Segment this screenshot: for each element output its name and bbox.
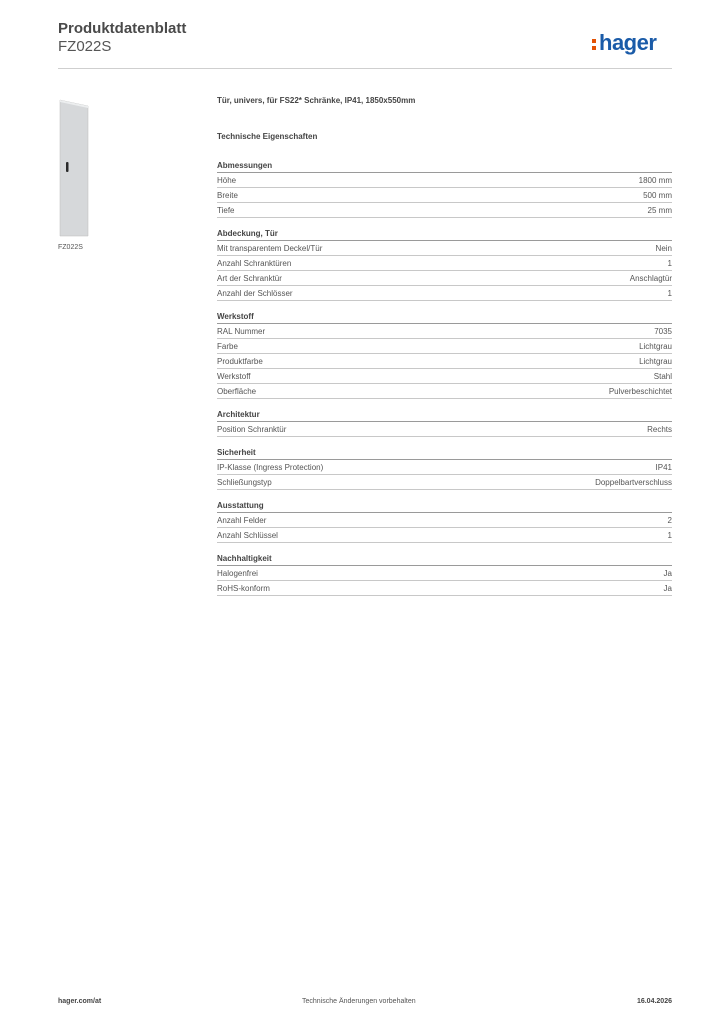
spec-row — [217, 369, 672, 384]
spec-section — [217, 228, 672, 307]
spec-label: Schließungstyp — [217, 478, 272, 487]
spec-value: Ja — [663, 584, 672, 593]
spec-value: Anschlagtür — [629, 274, 672, 283]
section-title: Abdeckung, Tür — [217, 228, 672, 241]
spec-label: Anzahl Schlüssel — [217, 531, 278, 540]
spec-row — [217, 354, 672, 369]
spec-section — [217, 409, 672, 443]
spec-value: Lichtgrau — [639, 342, 672, 351]
spec-row — [217, 566, 672, 581]
spec-section — [217, 447, 672, 496]
spec-row — [217, 528, 672, 543]
page-title: Produktdatenblatt — [58, 20, 187, 37]
product-code: FZ022S — [58, 38, 112, 55]
spec-value: 1 — [667, 531, 672, 540]
spec-value: Ja — [663, 569, 672, 578]
spec-row — [217, 173, 672, 188]
logo-text: hager — [599, 30, 657, 55]
section-title: Sicherheit — [217, 447, 672, 460]
spec-row — [217, 286, 672, 301]
section-title: Ausstattung — [217, 500, 672, 513]
spec-label: Anzahl der Schlösser — [217, 289, 293, 298]
spec-value: 1 — [667, 259, 672, 268]
spec-row — [217, 475, 672, 490]
spec-section — [217, 500, 672, 549]
spec-value: 7035 — [654, 327, 672, 336]
spec-label: Halogenfrei — [217, 569, 258, 578]
section-title: Abmessungen — [217, 160, 672, 173]
footer-website: hager.com/at — [58, 998, 102, 1005]
spec-label: RAL Nummer — [217, 327, 266, 336]
spec-value: Stahl — [653, 372, 672, 381]
technical-properties-title: Technische Eigenschaften — [217, 132, 318, 141]
spec-label: IP-Klasse (Ingress Protection) — [217, 463, 324, 472]
spec-value: 1 — [667, 289, 672, 298]
spec-section — [217, 160, 672, 224]
spec-label: Art der Schranktür — [217, 274, 282, 283]
spec-value: 500 mm — [643, 191, 672, 200]
spec-label: Werkstoff — [217, 372, 251, 381]
section-title: Werkstoff — [217, 311, 672, 324]
spec-row — [217, 324, 672, 339]
spec-value: Nein — [655, 244, 672, 253]
spec-value: Doppelbartverschluss — [595, 478, 672, 487]
spec-label: Mit transparentem Deckel/Tür — [217, 244, 323, 253]
spec-label: Position Schranktür — [217, 425, 287, 434]
product-description: Tür, univers, für FS22* Schränke, IP41, 1850x550mm — [217, 96, 416, 105]
footer-date: 16.04.2026 — [636, 998, 672, 1005]
spec-label: Produktfarbe — [217, 357, 263, 366]
spec-row — [217, 256, 672, 271]
spec-section — [217, 311, 672, 405]
spec-row — [217, 271, 672, 286]
spec-sections — [217, 160, 672, 602]
spec-value: 25 mm — [647, 206, 672, 215]
spec-row — [217, 203, 672, 218]
spec-row — [217, 460, 672, 475]
spec-row — [217, 384, 672, 399]
spec-row — [217, 422, 672, 437]
header-divider — [58, 68, 672, 69]
spec-section — [217, 553, 672, 602]
spec-row — [217, 339, 672, 354]
spec-value: Lichtgrau — [639, 357, 672, 366]
spec-label: Tiefe — [217, 206, 235, 215]
image-caption: FZ022S — [58, 244, 83, 251]
spec-row — [217, 513, 672, 528]
hager-logo — [592, 30, 656, 56]
spec-value: Rechts — [647, 425, 672, 434]
spec-row — [217, 188, 672, 203]
spec-label: Höhe — [217, 176, 237, 185]
spec-label: Oberfläche — [217, 387, 257, 396]
spec-label: Breite — [217, 191, 238, 200]
logo-colon-icon — [592, 36, 596, 53]
spec-value: 1800 mm — [638, 176, 672, 185]
spec-label: Farbe — [217, 342, 238, 351]
spec-row — [217, 581, 672, 596]
spec-content — [217, 96, 672, 602]
spec-label: Anzahl Felder — [217, 516, 267, 525]
cabinet-door-image — [58, 98, 192, 238]
section-title: Nachhaltigkeit — [217, 553, 672, 566]
spec-value: IP41 — [655, 463, 672, 472]
spec-value: 2 — [667, 516, 672, 525]
section-title: Architektur — [217, 409, 672, 422]
spec-value: Pulverbeschichtet — [608, 387, 672, 396]
footer-disclaimer: Technische Änderungen vorbehalten — [302, 998, 416, 1005]
spec-label: Anzahl Schranktüren — [217, 259, 292, 268]
spec-label: RoHS-konform — [217, 584, 270, 593]
spec-row — [217, 241, 672, 256]
